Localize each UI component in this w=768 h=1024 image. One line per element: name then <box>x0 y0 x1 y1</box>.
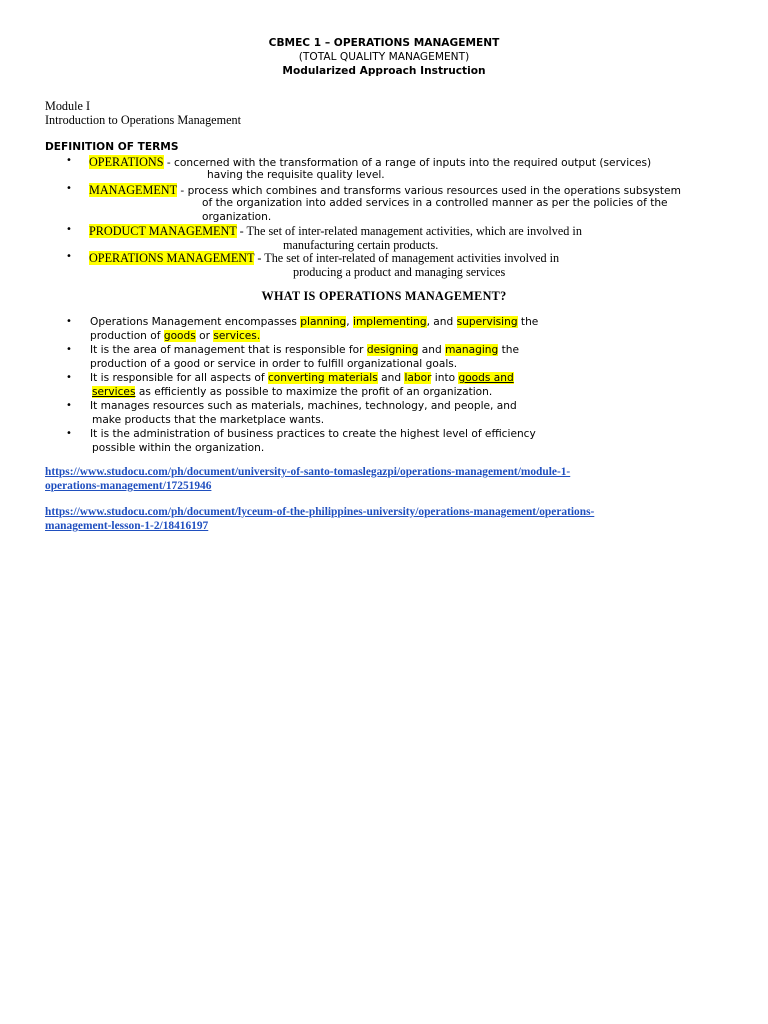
definitions-heading: DEFINITION OF TERMS <box>45 141 179 153</box>
highlighted-term: labor <box>404 372 432 384</box>
definition-text-continued: manufacturing certain products. <box>283 238 439 252</box>
list-item-text: and <box>377 372 405 384</box>
list-item-continued <box>92 386 492 398</box>
list-item <box>90 344 519 356</box>
definition-item <box>89 251 559 266</box>
definition-item <box>89 183 681 198</box>
highlighted-term: goods <box>163 330 196 342</box>
bullet-icon: • <box>66 251 72 262</box>
module-number: Module I <box>45 99 91 113</box>
document-title: CBMEC 1 – OPERATIONS MANAGEMENT <box>268 37 500 49</box>
definition-item <box>89 155 651 170</box>
highlighted-term: planning <box>300 316 347 328</box>
bullet-icon: • <box>66 224 72 235</box>
definition-text: - The set of inter-related of management activities involved in <box>254 251 560 265</box>
highlighted-term: managing <box>445 344 499 356</box>
module-topic: Introduction to Operations Management <box>45 113 241 127</box>
definition-text: - process which combines and transforms various resources used in the operations subsystem <box>177 185 681 197</box>
bullet-icon: • <box>66 316 72 327</box>
list-item-text: , and <box>426 316 457 328</box>
list-item-text: and <box>418 344 446 356</box>
list-item-continued <box>90 330 260 342</box>
definition-term: OPERATIONS <box>89 155 164 169</box>
reference-link-2-continued[interactable]: management-lesson-1-2/18416197 <box>45 520 209 532</box>
bullet-icon: • <box>66 372 72 383</box>
definition-text-continued: producing a product and managing services <box>293 265 506 279</box>
list-item <box>90 372 514 384</box>
document-subtitle: (TOTAL QUALITY MANAGEMENT) <box>298 51 470 63</box>
definition-term: MANAGEMENT <box>89 183 178 197</box>
highlighted-term: implementing <box>353 316 427 328</box>
bullet-icon: • <box>66 428 72 439</box>
highlighted-term: goods and <box>458 372 514 384</box>
list-item <box>90 316 538 328</box>
bullet-icon: • <box>66 400 72 411</box>
list-item-text: Operations Management encompasses <box>90 316 301 328</box>
highlighted-term: converting materials <box>267 372 378 384</box>
list-item-text: It is the area of management that is responsible for <box>90 344 367 356</box>
definition-text-continued: having the requisite quality level. <box>207 169 385 181</box>
reference-link-2[interactable]: https://www.studocu.com/ph/document/lyceum-of-the-philippines-university/operations-management/operations- <box>45 506 595 518</box>
definition-text: - concerned with the transformation of a range of inputs into the required output (services) <box>163 157 652 169</box>
highlighted-term: supervising <box>456 316 518 328</box>
list-item-text: or <box>195 330 214 342</box>
list-item-continued: possible within the organization. <box>92 442 265 454</box>
list-item-text: production of <box>90 330 164 342</box>
list-item: It manages resources such as materials, machines, technology, and people, and <box>90 400 517 412</box>
reference-link-1-continued[interactable]: operations-management/17251946 <box>45 480 212 492</box>
highlighted-term: services <box>92 386 136 398</box>
list-item-continued: production of a good or service in order to fulfill organizational goals. <box>90 358 458 370</box>
list-item-text: the <box>517 316 539 328</box>
section-heading: WHAT IS OPERATIONS MANAGEMENT? <box>261 289 507 303</box>
list-item-text: the <box>498 344 519 356</box>
bullet-icon: • <box>66 155 72 166</box>
highlighted-term: services. <box>213 330 261 342</box>
definition-term: PRODUCT MANAGEMENT <box>89 224 237 238</box>
definition-item <box>89 224 582 239</box>
definition-text-continued: of the organization into added services in a controlled manner as per the policies of the <box>202 197 668 209</box>
list-item-text: into <box>431 372 459 384</box>
list-item-text: It is responsible for all aspects of <box>90 372 268 384</box>
reference-link-1[interactable]: https://www.studocu.com/ph/document/university-of-santo-tomaslegazpi/operations-management/module-1- <box>45 466 571 478</box>
definition-text-continued: organization. <box>202 211 272 223</box>
bullet-icon: • <box>66 344 72 355</box>
highlighted-term: designing <box>366 344 419 356</box>
list-item-text: , <box>346 316 354 328</box>
list-item-continued: make products that the marketplace wants. <box>92 414 325 426</box>
definition-text: - The set of inter-related management activities, which are involved in <box>236 224 582 238</box>
list-item-text: as efficiently as possible to maximize the profit of an organization. <box>135 386 493 398</box>
list-item: It is the administration of business practices to create the highest level of efficiency <box>90 428 536 440</box>
bullet-icon: • <box>66 183 72 194</box>
document-approach: Modularized Approach Instruction <box>282 65 486 77</box>
definition-term: OPERATIONS MANAGEMENT <box>89 251 255 265</box>
